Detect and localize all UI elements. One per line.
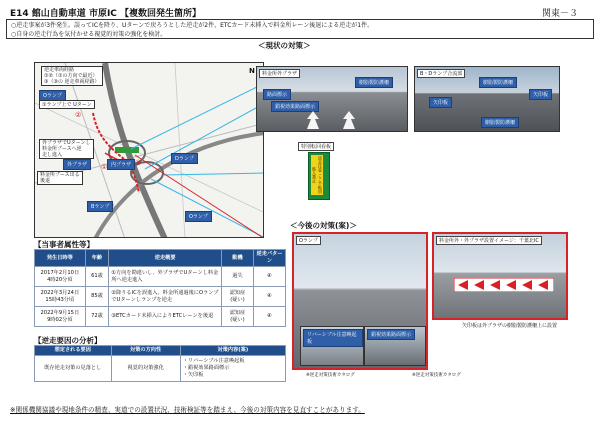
road-arrow-icon [297,111,367,131]
photo-plaza-sign-tag: 路面標示 [263,89,291,100]
attributes-header-row [35,250,286,267]
marker-2: ② [75,111,82,119]
row-summary: ③ETCカード未挿入によりETCレーンを後退 [109,307,222,327]
photo-chiba-kita [432,232,568,320]
photo-merge-tag3: 矢印板 [529,89,552,100]
label-o-ramp-top: Oランプ [39,90,66,101]
current-measures-heading: ＜現状の対策＞ [258,41,311,50]
photo-merge-caption: B・Dランプ合流部 [417,69,465,78]
legend-line-3: ③（③の 逆走車両経路） [44,79,100,85]
photo-o-ramp-caption: Oランプ [296,236,321,245]
row-pattern: ④ [253,287,285,307]
col-pattern: 逆走パターン [253,250,285,267]
analysis-header-row [35,346,286,356]
photo-plaza [256,66,408,132]
page-id: 関東－３ [541,9,578,19]
inset-reversible-tag: リバーシブル注意喚起板 [303,329,363,347]
row-summary: ①方向を勘違いし、外プラザでUターンし料金所へ逆走進入 [109,267,222,287]
note-uturn: ①ランプ上で Uターン [39,100,95,109]
photo-merge-tag2: 矢印板 [429,97,452,108]
photo-chiba-caption: 料金所外・外プラザ設置イメージ：千葉北IC [436,236,542,245]
inset-illusion-tag: 錯視効果路面標示 [367,329,415,340]
table-row [35,307,286,327]
col-age: 年齢 [85,250,109,267]
row-summary: ②降りるICを誤進入、料金所通過後にOランプでUターンしランプを逆走 [109,287,222,307]
compass-icon: N [249,67,255,75]
note-line-1: ○逆走事案が3件発生。誤ってICを降り、Uターンで戻ろうとした逆走が2件、ETCカード未挿入で料金所レーン後退による逆走が1件。 [11,22,374,29]
row-motive: 認知症 (疑い) [221,307,253,327]
analysis-table [34,345,286,382]
analysis-cause: 既存逆走対策の見落とし [35,356,112,382]
inset1-note: ※逆走対策技術カタログ [306,373,355,378]
label-soto-plaza: 外プラザ [63,159,91,170]
col-date: 発生日時等 [35,250,86,267]
col-motive: 動機 [221,250,253,267]
row-age: 61歳 [85,267,109,287]
row-motive: 認知症 (疑い) [221,287,253,307]
col-measures: 対策内容(案) [180,346,285,356]
photo-chiba-note: 矢印板は外プラザの樹脂製防護柵上に設置 [462,323,558,329]
row-date: 2022年3月24日 15時43分頃 [35,287,86,307]
inset2-note: ※逆走対策技術カタログ [412,373,461,378]
inset-reversible-board [300,326,364,366]
photo-plaza-tag: 樹脂製防護柵 [355,77,393,88]
col-cause: 想定される要因 [35,346,112,356]
row-motive: 過失 [221,267,253,287]
col-direction: 対策の方向性 [111,346,180,356]
map-legend [41,66,103,86]
note-booth: 料金所ブース出る 後退 [37,171,83,185]
attributes-table [34,249,286,327]
legend-line-1: 逆走車両経路 [44,67,75,73]
analysis-direction: 視覚的対策強化 [111,356,180,382]
row-date: 2022年9月15日 9時02分頃 [35,307,86,327]
label-o-ramp: Oランプ [185,211,212,222]
page-title: E14 館山自動車道 市原IC 【複数回発生箇所】 [10,9,202,19]
table-row [35,267,286,287]
photo-merge-tag4: 樹脂製防護柵 [481,117,519,128]
photo-o-ramp [292,232,428,370]
note-uturn-route: 外プラザでUターンし 料金所ブースへ逆 走し進入 [39,139,94,159]
table-row [35,356,286,382]
label-b-ramp: Bランプ [87,201,113,212]
row-age: 72歳 [85,307,109,327]
row-age: 85歳 [85,287,109,307]
arrow-board-icon [454,278,554,292]
attributes-heading: 【当事者属性等】 [34,240,94,249]
inset-illusion-marking [364,326,426,366]
photo-plaza-caption: 料金所外プラザ [259,69,300,78]
footer-note: ※関係機関協議や現地条件の精査、実道での設置状況、技術検証等を踏まえ、今後の対策内容を見直すことがあります。 [10,406,365,414]
photo-merge-tag: 樹脂製防護柵 [479,77,517,88]
sign-caption: 特別転回看板 [298,142,334,151]
turnaround-sign [308,152,330,200]
row-pattern: ④ [253,267,285,287]
row-date: 2017年2月10日 4時20分頃 [35,267,86,287]
col-summary: 逆走概要 [109,250,222,267]
label-uchi-plaza: 内プラザ [107,159,135,170]
marker-3: ③ [135,159,142,167]
site-map [34,62,264,238]
photo-plaza-marking-tag: 錯視効果路面標示 [271,101,319,112]
table-row [35,287,286,307]
analysis-measures: ・リバーシブル注意喚起板 ・錯視効果路面標示 ・矢印板 [180,356,285,382]
future-measures-heading: ＜今後の対策(案)＞ [290,221,357,230]
note-line-2: ○自身の逆走行為を気付かせる視覚的対策の強化を検討。 [11,31,167,38]
label-d-ramp: Dランプ [171,153,198,164]
photo-merge [414,66,560,132]
analysis-heading: 【逆走要因の分析】 [34,336,102,345]
sign-text: 逆走注意 ここで転回 進入禁止 [312,156,323,194]
legend-line-2: ①②（①の方向で最近） [44,73,98,79]
summary-notes [6,19,594,39]
marker-1: ① [101,163,108,171]
row-pattern: ④ [253,307,285,327]
